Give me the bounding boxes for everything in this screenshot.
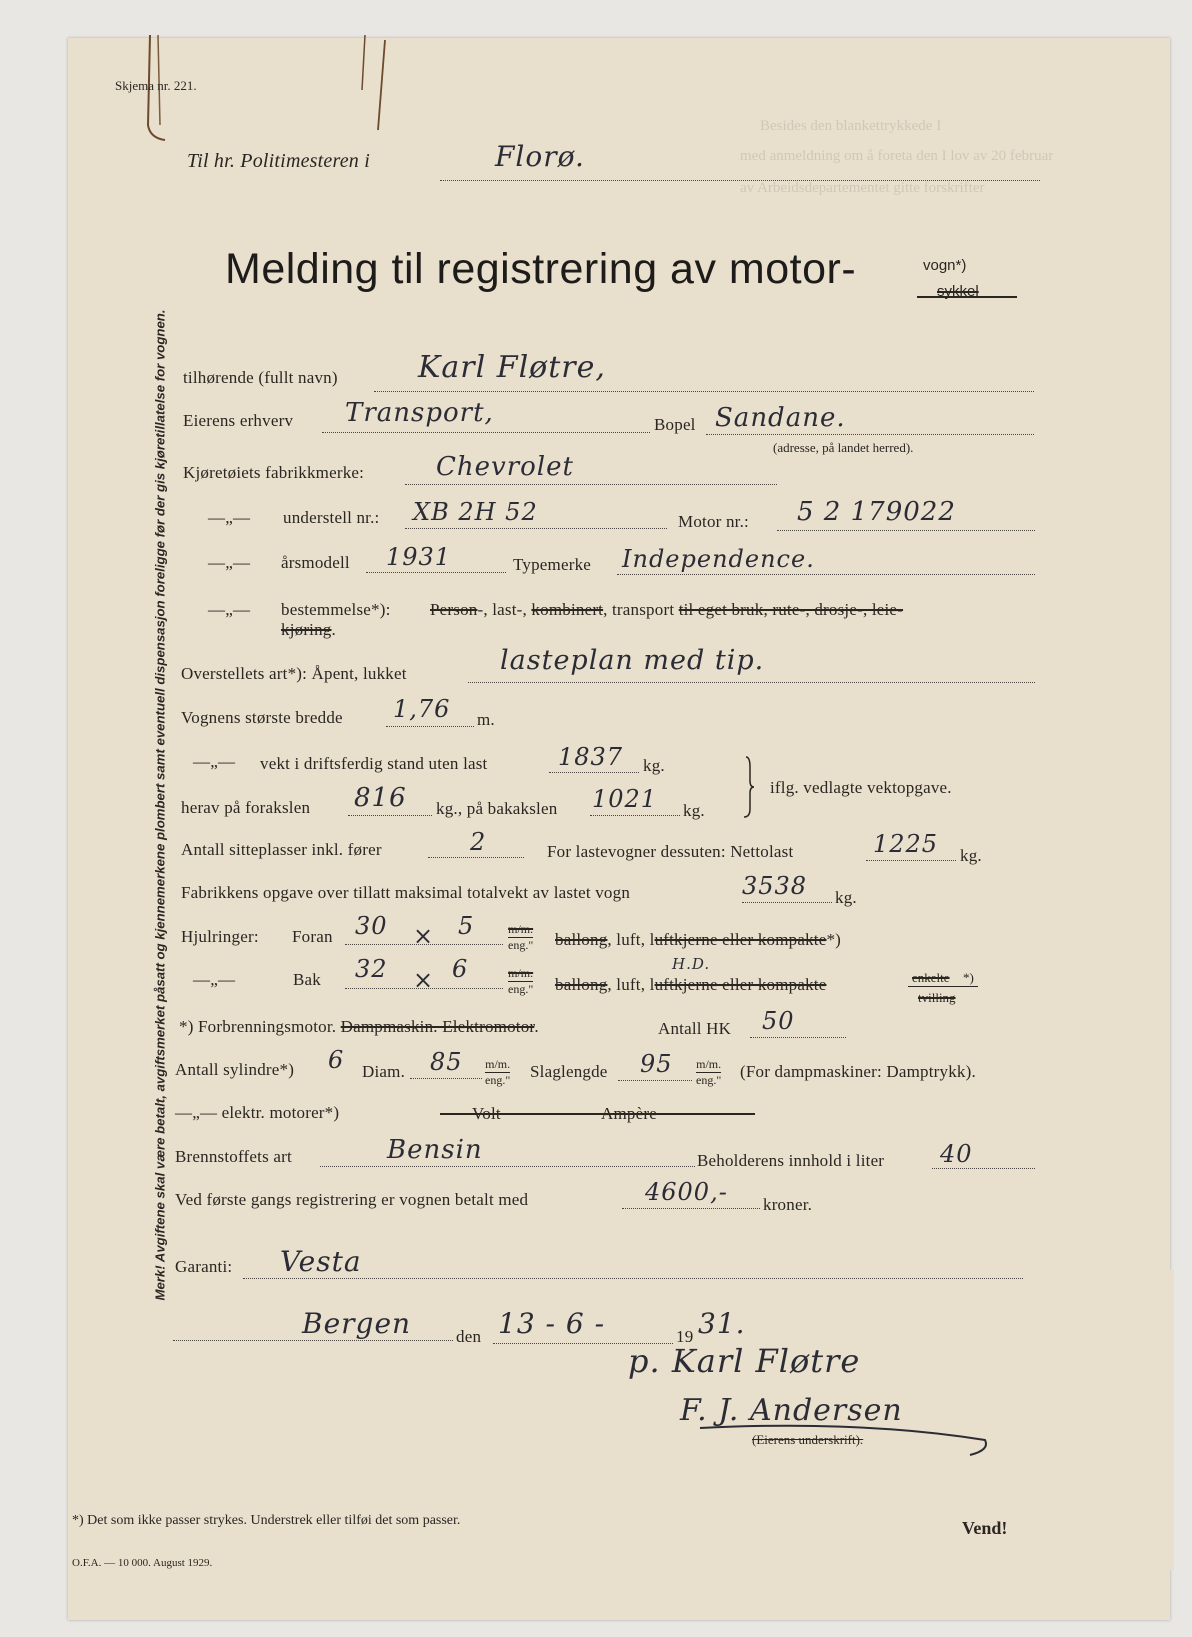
owner-label: tilhørende (fullt navn) bbox=[183, 368, 338, 387]
tyre-type: ballong bbox=[555, 930, 608, 949]
turn-over-label: Vend! bbox=[962, 1518, 1008, 1538]
cylinders-value: 6 bbox=[328, 1046, 345, 1074]
signature-caption: (Eierens underskrift). bbox=[752, 1432, 864, 1447]
field-line bbox=[618, 1080, 692, 1081]
paper-edge bbox=[1154, 1270, 1174, 1570]
tyres-label: Hjulringer: bbox=[181, 927, 259, 946]
field-line bbox=[590, 815, 680, 816]
guarantee-label: Garanti: bbox=[175, 1257, 233, 1276]
weight-value: 1837 bbox=[558, 743, 624, 771]
stroke-label: Slaglengde bbox=[530, 1062, 608, 1081]
guarantee-value: Vesta bbox=[280, 1245, 362, 1278]
tyre-type: , luft, bbox=[607, 975, 650, 994]
engine-type-option: . bbox=[534, 1017, 539, 1036]
year-prefix: 19 bbox=[676, 1327, 694, 1346]
field-line bbox=[617, 574, 1035, 575]
body-value: lasteplan med tip. bbox=[500, 645, 765, 676]
purpose-options bbox=[430, 600, 903, 620]
owner-signature: p. Karl Fløtre bbox=[628, 1342, 861, 1380]
form-title: Melding til registrering av motor- bbox=[225, 245, 857, 293]
bleed-through-text: av Arbeidsdepartementet gitte forskrifter bbox=[740, 180, 985, 196]
times-sign: × bbox=[413, 922, 435, 950]
recipient-label: Til hr. Politimesteren i bbox=[187, 150, 370, 172]
title-option-sykkel: sykkel bbox=[937, 283, 979, 300]
tyre-type: l bbox=[649, 930, 655, 949]
volt-label: Volt bbox=[472, 1104, 501, 1123]
recipient-value: Florø. bbox=[495, 140, 585, 173]
ampere-label: Ampère bbox=[601, 1104, 657, 1123]
field-line bbox=[468, 682, 1035, 683]
cylinders-label: Antall sylindre*) bbox=[175, 1060, 295, 1079]
bleed-through-text: Besides den blankettrykkede I bbox=[760, 118, 942, 134]
tyres-rear-label: Bak bbox=[293, 970, 321, 989]
field-line bbox=[622, 1208, 760, 1209]
tyre-type: uftkjerne eller kompakte bbox=[654, 975, 827, 994]
motor-no-label: Motor nr.: bbox=[678, 512, 749, 531]
weight-label: vekt i driftsferdig stand uten last bbox=[260, 754, 488, 773]
width-label: Vognens største bredde bbox=[181, 708, 343, 727]
field-line bbox=[866, 860, 956, 861]
strike-line bbox=[440, 1113, 755, 1115]
brace bbox=[742, 755, 756, 819]
unit-eng: eng." bbox=[508, 938, 534, 952]
field-line bbox=[750, 1037, 846, 1038]
steam-pressure-label: (For dampmaskiner: Damptrykk). bbox=[740, 1062, 976, 1081]
tyre-type: l bbox=[649, 975, 655, 994]
field-line bbox=[366, 572, 506, 573]
ditto-mark: —„— bbox=[208, 553, 251, 572]
field-line bbox=[440, 180, 1040, 181]
title-option-vogn: vogn*) bbox=[923, 257, 967, 274]
unit-mm: m/m. bbox=[696, 1057, 722, 1071]
field-line bbox=[374, 391, 1034, 392]
side-note: Merk! Avgiftene skal være betalt, avgiftsmerket påsatt og kjennemerkene plombert samt eventuell dispensasjon foreligge før der gis kjøretillatelse for vognen. bbox=[152, 309, 168, 1301]
title-strike-line bbox=[917, 296, 1017, 298]
field-line bbox=[386, 726, 474, 727]
purpose-option: Person bbox=[430, 600, 478, 619]
model-year-value: 1931 bbox=[386, 543, 452, 571]
field-line bbox=[932, 1168, 1035, 1169]
tyres-rear-size: 6 bbox=[452, 955, 469, 983]
times-sign: × bbox=[413, 966, 435, 994]
weight-unit: kg. bbox=[643, 756, 665, 775]
net-load-value: 1225 bbox=[873, 830, 939, 858]
tyre-type: ballong bbox=[555, 975, 608, 994]
form-number: Skjema nr. 221. bbox=[115, 78, 197, 93]
width-unit: m. bbox=[477, 710, 495, 729]
seats-label: Antall sitteplasser inkl. fører bbox=[181, 840, 382, 859]
stroke-value: 95 bbox=[640, 1050, 673, 1078]
field-line bbox=[706, 434, 1034, 435]
field-line bbox=[742, 902, 832, 903]
owner-value: Karl Fløtre, bbox=[418, 350, 606, 385]
purpose-option: -, last-, bbox=[477, 600, 532, 619]
field-line bbox=[405, 484, 777, 485]
field-line bbox=[428, 857, 524, 858]
width-value: 1,76 bbox=[393, 695, 451, 723]
max-weight-unit: kg. bbox=[835, 888, 857, 907]
chassis-value: XB 2H 52 bbox=[413, 498, 538, 526]
purpose-option: . bbox=[331, 620, 336, 639]
unit-mm: m/m. bbox=[485, 1057, 511, 1071]
field-line bbox=[777, 530, 1035, 531]
engine-type-label bbox=[179, 1017, 539, 1037]
price-value: 4600,- bbox=[645, 1178, 728, 1206]
tyres-front-width: 30 bbox=[355, 912, 388, 940]
net-load-label: For lastevogner dessuten: Nettolast bbox=[547, 842, 794, 861]
residence-hint: (adresse, på landet herred). bbox=[773, 440, 914, 455]
rear-axle-label: kg., på bakakslen bbox=[436, 799, 558, 818]
second-signature: F. J. Andersen bbox=[680, 1393, 903, 1428]
print-info: O.F.A. — 10 000. August 1929. bbox=[72, 1557, 213, 1569]
tank-label: Beholderens innhold i liter bbox=[697, 1151, 885, 1170]
fuel-label: Brennstoffets art bbox=[175, 1147, 292, 1166]
purpose-label: bestemmelse*): bbox=[281, 600, 391, 619]
tyre-type: *) bbox=[826, 930, 842, 949]
tank-value: 40 bbox=[940, 1140, 973, 1168]
field-line bbox=[549, 772, 639, 773]
field-line bbox=[173, 1340, 453, 1341]
net-load-unit: kg. bbox=[960, 846, 982, 865]
horsepower-value: 50 bbox=[762, 1007, 795, 1035]
occupation-value: Transport, bbox=[345, 398, 494, 428]
unit-eng: eng." bbox=[696, 1073, 722, 1087]
tyre-single: enkelte bbox=[912, 970, 950, 985]
seats-value: 2 bbox=[470, 828, 487, 856]
date-label: den bbox=[456, 1327, 482, 1346]
bleed-through-text: med anmeldning om å foreta den I lov av 20 februar bbox=[740, 148, 1054, 164]
tyres-front-types bbox=[555, 930, 841, 950]
year-suffix: 31. bbox=[698, 1307, 746, 1340]
residence-label: Bopel bbox=[654, 415, 696, 434]
rear-axle-value: 1021 bbox=[592, 785, 658, 813]
field-line bbox=[410, 1078, 482, 1079]
field-line bbox=[320, 1166, 695, 1167]
place-value: Bergen bbox=[302, 1307, 412, 1340]
purpose-option: til eget bruk, rute-, drosje-, leie- bbox=[678, 600, 904, 619]
tyres-front-size: 5 bbox=[458, 912, 475, 940]
max-weight-value: 3538 bbox=[742, 872, 808, 900]
front-axle-value: 816 bbox=[354, 783, 407, 813]
tyre-footnote-mark: *) bbox=[963, 970, 974, 985]
unit-mm: m/m. bbox=[508, 922, 534, 936]
footnote: *) Det som ikke passer strykes. Understrek eller tilføi det som passer. bbox=[72, 1513, 461, 1528]
ditto-mark: —„— bbox=[208, 508, 251, 527]
fraction-bar bbox=[908, 986, 978, 987]
ditto-mark: —„— bbox=[193, 970, 236, 989]
bore-label: Diam. bbox=[362, 1062, 406, 1081]
type-value: Independence. bbox=[622, 545, 815, 573]
residence-value: Sandane. bbox=[715, 403, 846, 433]
engine-type-option: *) Forbrenningsmotor. bbox=[179, 1017, 341, 1036]
front-axle-label: herav på forakslen bbox=[181, 798, 311, 817]
tyre-type: , luft, bbox=[607, 930, 650, 949]
unit-eng: eng." bbox=[485, 1073, 511, 1087]
price-unit: kroner. bbox=[763, 1195, 813, 1214]
type-label: Typemerke bbox=[513, 555, 592, 574]
model-year-label: årsmodell bbox=[281, 553, 350, 572]
field-line bbox=[243, 1278, 1023, 1279]
weight-certificate-note: iflg. vedlagte vektopgave. bbox=[770, 778, 952, 797]
occupation-label: Eierens erhverv bbox=[183, 411, 294, 430]
tyres-rear-width: 32 bbox=[355, 955, 388, 983]
fuel-value: Bensin bbox=[387, 1135, 483, 1165]
purpose-option: kombinert bbox=[531, 600, 604, 619]
price-label: Ved første gangs registrering er vognen betalt med bbox=[175, 1190, 529, 1209]
chassis-label: understell nr.: bbox=[283, 508, 380, 527]
purpose-option: , transport bbox=[603, 600, 679, 619]
tyre-twin: tvilling bbox=[918, 990, 956, 1005]
electric-motors-label: —„— elektr. motorer*) bbox=[175, 1103, 340, 1122]
max-weight-label: Fabrikkens opgave over tillatt maksimal totalvekt av lastet vogn bbox=[181, 883, 631, 902]
unit-eng: eng." bbox=[508, 982, 534, 996]
tyres-front-label: Foran bbox=[292, 927, 333, 946]
bore-value: 85 bbox=[430, 1048, 463, 1076]
engine-type-option: Dampmaskin. Elektromotor bbox=[340, 1017, 535, 1036]
field-line bbox=[322, 432, 650, 433]
tyres-rear-types bbox=[555, 975, 826, 995]
tyres-rear-note: H.D. bbox=[672, 955, 711, 973]
make-value: Chevrolet bbox=[436, 452, 574, 482]
unit-mm: m/m. bbox=[508, 966, 534, 980]
tyre-type: uftkjerne eller kompakte bbox=[654, 930, 827, 949]
ditto-mark: —„— bbox=[208, 600, 251, 619]
field-line bbox=[405, 528, 667, 529]
date-value: 13 - 6 - bbox=[498, 1307, 606, 1340]
ditto-mark: —„— bbox=[193, 752, 236, 771]
body-label: Overstellets art*): Åpent, lukket bbox=[181, 664, 407, 683]
purpose-option: kjøring bbox=[281, 620, 332, 639]
field-line bbox=[348, 815, 432, 816]
axle-unit: kg. bbox=[683, 801, 705, 820]
purpose-options-cont bbox=[281, 620, 336, 640]
motor-no-value: 5 2 179022 bbox=[797, 497, 956, 527]
horsepower-label: Antall HK bbox=[658, 1019, 732, 1038]
make-label: Kjøretøiets fabrikkmerke: bbox=[183, 463, 365, 482]
